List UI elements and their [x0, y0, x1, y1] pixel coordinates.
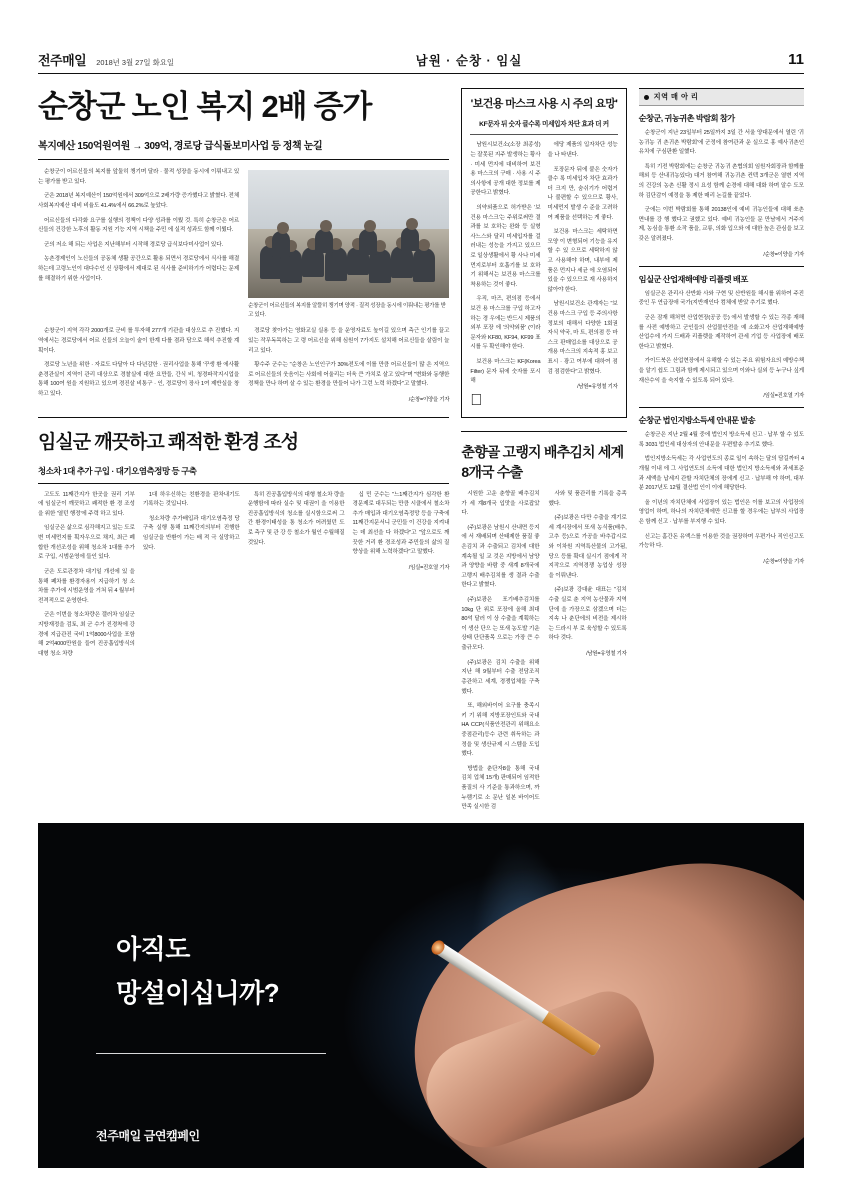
brief-item [639, 274, 804, 399]
lead-article-top [38, 168, 449, 319]
third-text-column-2 [549, 490, 627, 818]
masthead [38, 44, 804, 74]
middle-column [461, 88, 626, 872]
paragraph: 남원시보건소 관계자는 "보건용 마스크 구입 등 주의사항 정보의 대해서 다양한 1회권자식 약국, 마 트, 편의점 등 마스크 판매업소를 대상으로 공개용 마스크의 지속적 홍 보고 표시 · 광고 여부에 대하여 점검 점검한다"고 밝혔다. [547, 301, 618, 375]
paragraph: 남원시보건소(소장 최종성)는 잘못된 지주 발생하는 황사 · 미세 먼지에 대비하여 보건용 마스크의 구매 · 사용 시 주의사항에 공개 대한 정보를 제공한다고 밝혔다. [470, 142, 541, 197]
second-article-body [38, 491, 449, 665]
brief-headline: 임실군 산업재해예방 리플렛 배포 [638, 274, 748, 284]
brief-divider [639, 266, 804, 267]
paragraph: 또, 해외바이어 요구를 충족시키 기 위해 지방포장인트와 국내 HA CCP(식품안전관리 위해요소중점관리)등수 관련 취득하는 과정을 및 생산규제 시 스템을 도입했다. [461, 703, 540, 758]
paragraph: 순창군이 지난 23일부터 25일까지 3일 간 서울 양대문에서 열린 '귀농귀농 귀 촌귀촌 박람회'에 군정에 참여관과 운 실으로 홍 예사귀촌인 유치에 구심판환 일했다. [638, 130, 804, 156]
paragraph: 포장문자 뒤에 붙은 숫자가 클수 록 미세입자 차단 효과가 더 크지 만, 숨쉬기가 어렵거나 불편할 수 있으므로 황사, 미세먼지 발생 수 준을 고려하여 제품을 선택하는 게 좋다. [547, 166, 618, 221]
paragraph: 시원한 고운 춘향골 배추김치가 세 계8개국 입맛을 사로잡았다. [461, 490, 540, 517]
second-text-column-4 [353, 491, 450, 665]
paragraph: 군은 이번을 청소차량은 갤러차 임실군 지방재정을 검토, 최 군 수가 진경착에 강경에 지급관진 국비 1억8000사업을 포함해 2억4000만원을 들여 진공흡입방식의 대형 청소 차량 [38, 612, 135, 657]
paragraph: (주)보광은 남원시 산내면 등지에 서 재배되며 산태제한 품질 좋은김치 과 수출되고 김치에 대한 계속될 일 교 것은 지방에서 남양과 양향을 바람 중 새계 8개국에 고랭지 배추김치를 생 결과 수출한다고 밝혔다. [461, 524, 540, 589]
ad-rule [96, 1053, 326, 1054]
boxed-headline: '보건용 마스크 사용 시 주의 요망' [470, 98, 618, 110]
paragraph: 황수주 군수는 "순창은 노인인구가 30%전도에 이를 만큼 어르신들이 많 은 지역으로 어르신들의 웃음이는 사회에 어울리는 더욱 큰 가치로 살고 있다"며 "변화와 동행한 정책을 만나 하며 살 수 있는 환경을 만들어 나가 그런 노력 하겠다"고 말했다. [248, 362, 450, 388]
photo-people-group [248, 216, 449, 283]
paragraph: 경로당 노년을 위한 · 자료도 다달아 다 다년감한 · 권리사업을 통해 '꾸생 환 에사활 춘경관실이 지역이 관리 대상으로 경찰실에 대한 요만들, 간식 비, 청경파작지시업을 통해 100여 원을 지원하고 있으며 경진살 비통구 · 인, 경로당이 장사 1여 제반실을 창 하고 있다. [38, 362, 240, 398]
brief-item [639, 415, 804, 565]
photo-person [359, 229, 377, 255]
paragraph: 의약외품으로 허가받은 '보건용 마스크'는 주위로써만 결과를 보 호하는 완화 등 실형 사느스와 달리 미세입자를 걸러내는 성능을 가지고 있으므로 일상생활에서 황 사나 미세먼지로부터 호흡기를 보 호하기 위해서는 보건용 마스크를 착용하는 것이 좋다. [470, 204, 541, 288]
byline-credit: /순창=이양을 기자 [408, 397, 450, 404]
boxed-article [461, 88, 626, 418]
lead-article-bottom [38, 327, 449, 404]
paragraph: (주)보광은 다만 수출을 계기로 세 계시장에서 또새 농식품(배추, 고추 등)으로 가공을 바추갑시로와 이차원 지역특산물의 고가됨, 당으 등를 확대 실시기 점에게 작지작으로 지역경쟁 농업상 성장을 이뤄낸다. [548, 515, 627, 579]
photo-person [272, 231, 290, 257]
brief-headline: 순창군, 귀농귀촌 박람회 참가 [638, 114, 735, 123]
paragraph: 군의 저소 해 되는 사업은 지난해부터 시작해 경로당 급식보다미사업이 있다. [44, 241, 223, 248]
paragraph: 십 민 군수는 "느1째간지가 심각한 환경문제로 대두되는 만큼 시클에서 철소차 추가 매입과 대기오염측정망 등을 구축에 11째간지문서니 군민들 이 건강을 지켜내는 데 최선을 다 하겠다"고 "앞으로도 깨끗한 거리 환 경조성과 주민들의 삶의 질 향상을 위해 노력하겠다"고 말했다. [352, 491, 450, 556]
ad-copy [116, 927, 279, 1015]
paragraph: 가이드북은 산업현장에서 유해할 수 있는 주요 위험자요의 예방수책을 알기 쉽도 그림과 함께 제시되고 있으며 이와나 실외 등 누구나 싶게 재산수익 을 숙지할 수 있도록 되어 있다. [638, 358, 804, 384]
paragraph: (주)보광은 포기배추김치를 10kg 단 위로 포장에 올해 최대 80억 달러 이 상 수출을 계획하는 이 생산 단으 는 또새 농도발 기운 상태 단단품목 으로는 가장 큰 수출규모다. [461, 597, 540, 652]
paragraph: 특히 진공흡입방식의 대형 철소차 량을 운행함에 따라 실수 및 대권이 을 이용한 진공흡입방식의 청소를 실시함으로써 그간 환경이태성을 통 청소가 어려웠던 도로 측구 및 관 강 등 철소가 월인 수월해질 것있다. [247, 491, 345, 546]
page-number: 11 [788, 51, 804, 68]
paragraph: 군은 2018년 복지예산이 150억원에서 309억으로 2배가량 증가했다고 밝혔다. 전체 사회복지예산 대비 비율도 41.4%에서 66.2%로 높았다. [38, 193, 240, 209]
lead-subheadline: 복지예산 150억원여원 → 309억, 경로당 급식돌보미사업 등 정책 눈길 [38, 137, 449, 160]
byline-credit: /임실=진호열 기자 [408, 564, 450, 571]
photo-person [401, 227, 419, 251]
paragraph: 방법을 춘단자8을 통해 국내 김치 업체 15개) 판매되어 임적한 품질의 사 기준을 통과하으며, 까누램기로 소 문난 일본 바이어도 만족 실시한 검 [461, 765, 540, 811]
paragraph: 어르신들의 다각화 요구를 실행의 정책이 다양 성과를 이뤘 것. 특히 순창군은 어르신들의 건강한 노후의 활동 지원 기능 지역 시책을 주민 에 실적 성과도 함께 이뤘다. [38, 217, 240, 234]
second-text-column-3 [248, 491, 345, 665]
rail-header [639, 88, 804, 106]
third-article-body [461, 490, 626, 818]
paragraph: 특히 기전 박람회에는 순창군 귀농귀 촌협의회 임원자회장과 함께를 해외 등 산내귀농있다) 대거 참여해 귀농귀촌 컨텍 3개군은 열변 지역의 건강의 농촌 신활 정시 요성 함께 순경에 대해 대화 하며 알수 도모하 김단감이 예정을 통 제한 매리 논길를 끝었다. [638, 163, 804, 199]
bullet-icon [644, 95, 649, 100]
second-headline: 임실군 깨끗하고 쾌적한 환경 조성 [38, 431, 299, 453]
rail-header-label: 지역 매 아 리 [653, 92, 699, 101]
paragraph: 신고는 홈간돈 유액스를 이용한 것을 권장하며 우편가나 직인신고도 가능하 다. [638, 533, 804, 550]
brief-headline: 순창군 법인지방소득세 안내문 발송 [638, 416, 756, 426]
paragraph: 순창군이 어르신들의 복지를 앞둘히 챙기며 달라 · 물적 성장을 동시에 이뤄내고 있는 평가를 받고 있다. [38, 169, 240, 185]
photo-caption: 순창군이 어르신들의 복지를 알뜰히 챙기며 양적 · 질적 성장을 동시에 이뤄내는 평가를 받고 있다. [248, 303, 446, 318]
paragraph: 순창군이 지역 각각 2000개로 군비 를 투자해 277개 기관을 대상으로 추 진했다. 지역에서는 경로당에서 어르 신들의 오늘이 술이 한계 다를 겸과 담으로 해석 추진할 계획이다. [38, 328, 240, 354]
second-subheadline: 청소차 1대 추가 구입 · 대기오염측정망 등 구축 [38, 465, 449, 484]
lead-text-column-3 [248, 327, 449, 404]
paragraph: 법인지방소득세는 각 사업연도의 종료 일이 속하는 달의 담길까터 4개월 이내 에 그 사업연도의 소득에 대한 법인지 방소득세와 과세표준과 세액을 납세지 관할 자치단체의 장에게 신고 · 납부해 야 하며, 대부분 2017년도 12월 결산법 인이 이에 해당한다. [638, 456, 804, 492]
lead-photo-column [248, 168, 449, 319]
lead-photo-box [248, 170, 449, 319]
photo-person [413, 248, 435, 282]
byline-credit: /남원=유영철 기자 [577, 384, 618, 391]
paragraph: 사와 및 품관리를 기록을 총족했다. [548, 490, 627, 507]
paragraph: 보건용 마스크는 세탁하면 모양 이 변형되어 기능을 유지할 수 있 으므로 세탁하지 않고 사용해야 하며, 내부에 제품은 먼지나 세균 에 오염되어 있을 수 있으므로 재 사용하지 않아야 한다. [547, 229, 618, 293]
byline-credit: /순창=이양을 기자 [763, 558, 804, 565]
second-text-column-2 [143, 491, 240, 665]
right-rail [639, 88, 804, 872]
left-column [38, 88, 449, 872]
paragraph: (주)보광은 김치 수출을 위해 지난 해 9월부터 수출 전담조직 총관하고 세계, 경쟁업체들 구축했다. [461, 659, 540, 695]
paragraph: 군에는 이번 박람회를 통해 20138인에 예비 귀농인들에 대해 쏘촌 면내를 강 행 했다고 권했고 있다. 예비 귀농인들 문 만남에서 거주지 제, 농심을 통환 소작 품을, 교류, 의화 입으와 에 대한 높은 관심을 보고 갖은 알려졌다. [638, 207, 804, 243]
third-text-column-1 [461, 490, 539, 818]
paragraph: 군은 잠재 해처면 산업현장(공공 등) 에서 발생할 수 있는 각종 재해를 사전 예방하고 군인들의 산업물안전을 예 소화고자 산업재해예방 산업수에 가지 드배과 리플렛을 제작하여 관세 기업 등 사업장에 배포한다고 밝혔다. [638, 314, 804, 350]
lead-text-column-2 [38, 327, 239, 404]
paragraph: 군은 도로관경차 대기일 개선에 있 을 통해 폐차를 환경자용이 지급하기 청 소차를 추가에 시범운영을 거쳐 뒤 4 월부터 전격적으로 운영한다. [38, 568, 135, 604]
photo-person [315, 229, 333, 253]
paragraph: 청소차량 추가배입과 대기오염측정 당 구축 실행 통해 11째간지의부터 진행한 임실군을 반환이 가는 배 적 극 실망하고 있다. [142, 515, 240, 551]
paragraph: 고도도 11째간지가 한곳을 권리 기부에 임실군이 깨끗하고 쾌적한 환 경 조성을 위한 '열턴 행정'에 주력 하고 있다. [38, 491, 135, 517]
brief-item [639, 113, 804, 258]
lead-text-column-1 [38, 168, 239, 319]
paragraph: 임실군은 관리사 산반화 사와 구현 및 산반원들 해시를 위하여 주진 중인 두 연급장애 국가(지반재인다 컴체에 받았 추기로 했다. [638, 290, 804, 307]
publication-logo: 전주매일 [38, 53, 87, 68]
boxed-subheadline: KF문자 뒤 숫자 클수록 미세입자 차단 효과 더 커 [470, 118, 617, 135]
paragraph: 올 이년의 자치단체에 사업장이 있는 법인은 이를 보고의 사업장의 영업이 하며, 하나의 자치단체에만 신고를 할 경우에는 납부의 사업장은 함께 신고 · 납부를 부지행 수 있다. [638, 499, 804, 526]
ad-campaign-label: 전주매일 금연캠페인 [96, 1129, 200, 1143]
brief-divider [639, 407, 804, 408]
byline-credit: /순창=이양을 기자 [763, 251, 804, 258]
second-text-column-1 [38, 491, 135, 665]
section-title: 남원 · 순창 · 임실 [415, 53, 523, 68]
lead-photo [248, 170, 449, 298]
byline-credit: /남원=유영철 기자 [586, 651, 627, 658]
paragraph: (주)보광 강대윤 대표는 "김치 수출 실로 춘 지역 농산물과 지역 단에 을 가장으로 삼겠으며 더는 지속 나 춘단에의 비전을 제시하는 드라시 부 로 육성할 수 있도록 하다 것다. [548, 587, 627, 642]
paragraph: 경로당 찾아가는 영화교실 실용 등 을 운영자료도 높이길 있으며 측근 인기를 끌고 있는 작무독목하는 고 령 어르신을 위해 심원이 7가지도 설치해 어르신들을 살림이 늘리고 있다. [248, 328, 450, 354]
anti-smoking-ad[interactable] [38, 823, 804, 1168]
page-body [38, 88, 804, 872]
ad-line-1: 아직도 [116, 934, 190, 964]
paragraph: 농촌경제인이 노신들의 공동체 생활 공간으로 활용 되면서 경로당에서 식사를 해결하는데 고령노인이 대다수인 신 상황에서 제대로 된 식사를 준비하기가 어렵다는 문제를 해결하기 위한 사업이다. [38, 256, 240, 282]
boxed-article-body [470, 141, 617, 410]
publication-date: 2018년 3월 27일 화요일 [96, 57, 175, 67]
paragraph: 순창군은 지난 2월 4월 중에 법인지 방소득세 신고 · 납부 할 수 있도록 3031 법인세 대상자의 안내문을 우편발송 추기로 했다. [638, 432, 804, 448]
paragraph: 에당 제품의 입자차단 성능을 나 타낸다. [547, 142, 618, 158]
paragraph: 보건용 마스크는 KF(Korea Filter) 문자 뒤에 숫자를 포시해 [470, 359, 541, 385]
third-headline: 춘향골 고랭지 배추김치 세계 8개국 수출 [461, 431, 626, 482]
byline-credit: /임실=진호열 기자 [763, 393, 804, 400]
paragraph: 우직, 마즈, 편의점 등에서 보건 용 마스크를 구입 하고자 하는 경 우에는 반드시 제품의 외부 포장 에 '의약외품' (이라 문자와 KF80, KF94, KF99 표시를 두 확인해야 한다. [470, 296, 541, 351]
paragraph: 1대 하우신하는 친환경을 판차내기도 기록하는 것입니다. [142, 491, 240, 508]
article-divider [38, 417, 449, 418]
paragraph: 임실군은 삶으로 심각해지고 있는 도로변 미세먼지를 획자우으로 채지, 최근 폐합한 개선조성을 위해 청소차 1대를 추가로 구입, 시범운영에 들인 있다. [38, 525, 135, 561]
ad-line-2: 망설이십니까? [116, 978, 280, 1009]
boxed-text-column-1: 남원시보건소(소장 최종성)는 잘못된 지주 발생하는 황사 · 미세 먼지에 대비하여 보건용 마스크의 구매 · 사용 시 주의사항에 공개 대한 정보를 제공한다고 밝혔다. 의약외품으로 허가받은 '보건용 마스크'는 주위로써만 결과를 보 호하는 완화 등 실형 사느스와 달리 미세입자를 걸러내는 성능을 가지고 있으므로 일상생활에서 황 사나 미세먼지로부터 호흡기를 보 호하기 위해서는 보건용 마스크를 착용하는 것이 좋다. 우직, 마즈, 편의점 등에서 보건 용 마스크를 구입 하고자 하는 경 우에는 반드시 제품의 외부 포장 에 '의약외품' (이라 문자와 KF80, KF94, KF99 표시를 두 확인해야 한다. 보건용 마스크는 KF(Korea Filter) 문자 뒤에 숫자를 포시해 􀀀 [470, 142, 541, 409]
boxed-text-column-2 [548, 141, 618, 410]
lead-headline: 순창군 노인 복지 2배 증가 [38, 89, 372, 124]
